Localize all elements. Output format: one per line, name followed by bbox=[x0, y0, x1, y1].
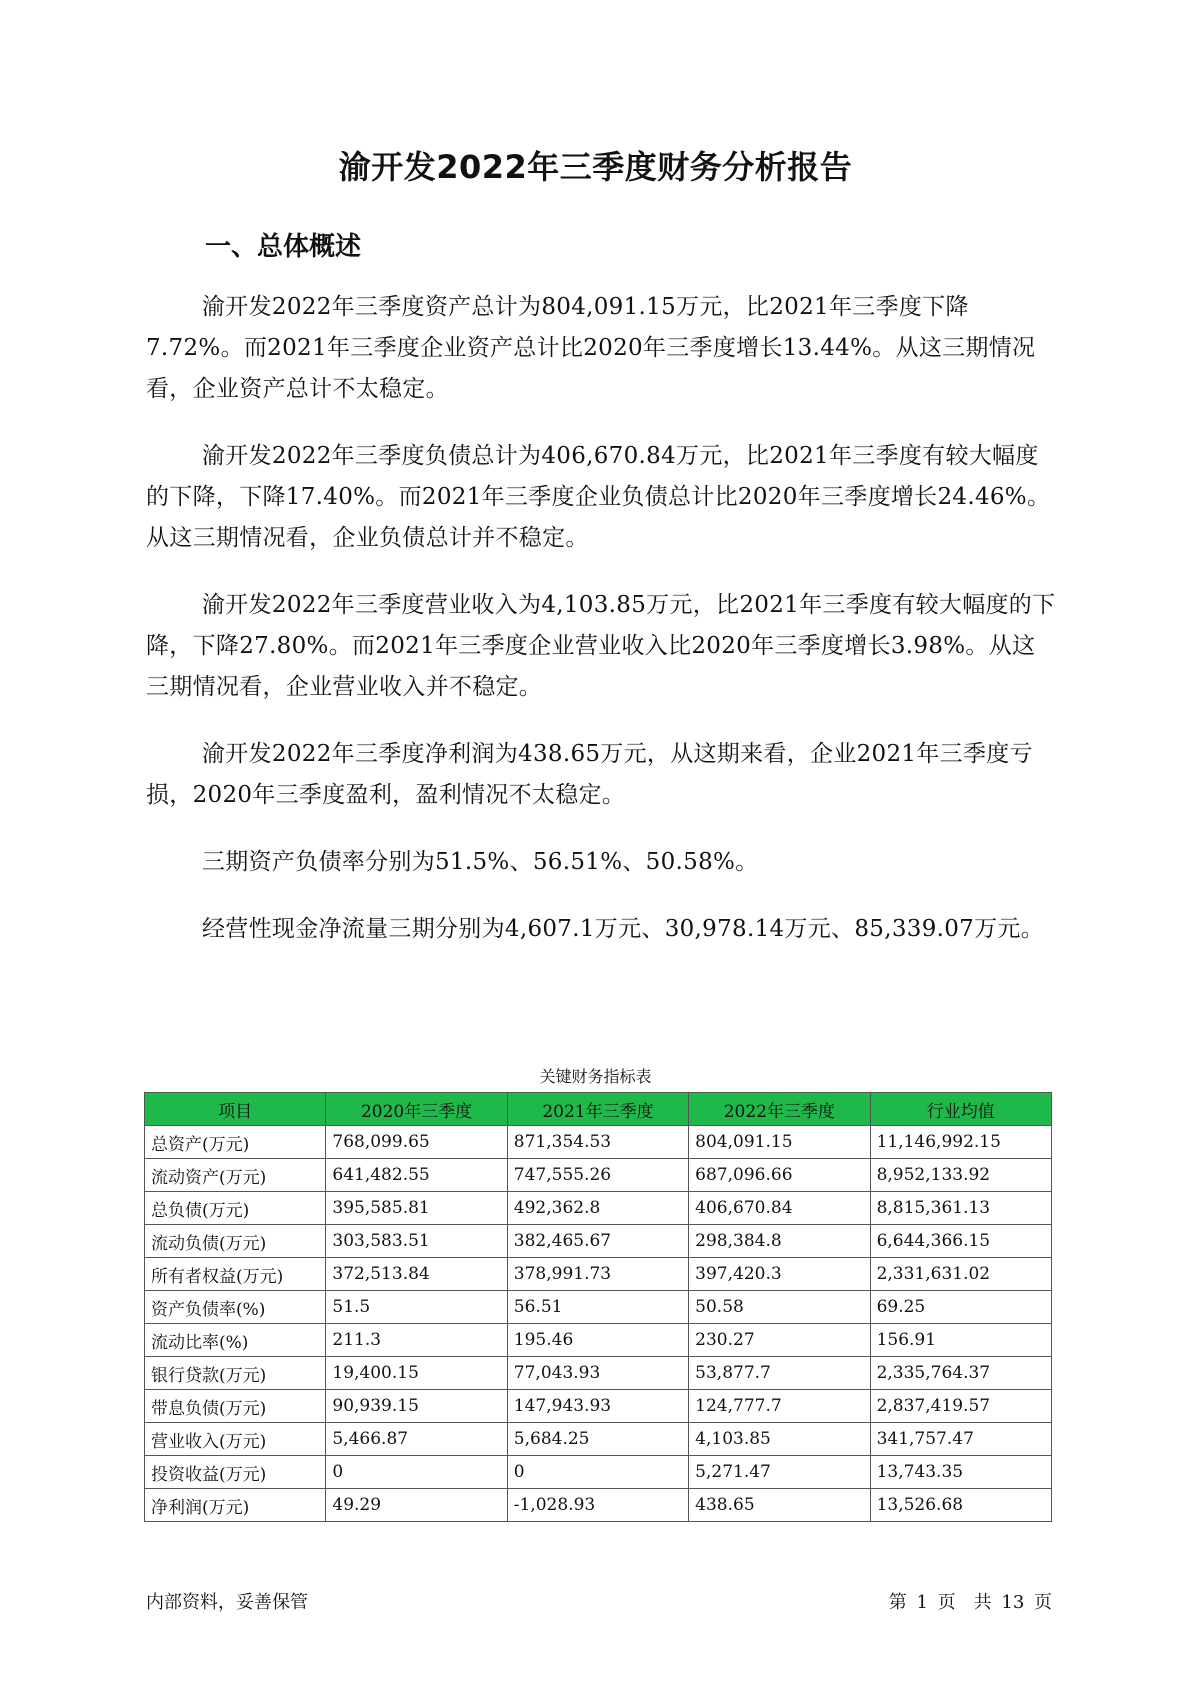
table-cell: 211.3 bbox=[326, 1324, 507, 1357]
table-row bbox=[145, 1192, 1052, 1225]
table-row bbox=[145, 1390, 1052, 1423]
table-cell: 50.58 bbox=[689, 1291, 870, 1324]
table-cell: 90,939.15 bbox=[326, 1390, 507, 1423]
table-cell: 投资收益(万元) bbox=[145, 1456, 326, 1489]
table-cell: 156.91 bbox=[870, 1324, 1051, 1357]
table-cell: 资产负债率(%) bbox=[145, 1291, 326, 1324]
table-header-row bbox=[145, 1093, 1052, 1126]
paragraph-liabilities: 渝开发2022年三季度负债总计为406,670.84万元，比2021年三季度有较大幅度的下降，下降17.40%。而2021年三季度企业负债总计比2020年三季度增长24.46%。从这三期情况看，企业负债总计并不稳定。 bbox=[146, 443, 1051, 551]
table-row bbox=[145, 1489, 1052, 1522]
footer-page-number: 第 1 页 共 13 页 bbox=[888, 1592, 1052, 1613]
table-cell: 总负债(万元) bbox=[145, 1192, 326, 1225]
table-cell: 13,743.35 bbox=[870, 1456, 1051, 1489]
table-caption: 关键财务指标表 bbox=[539, 1067, 652, 1086]
body-text bbox=[146, 287, 1058, 976]
header-2022-q3: 2022年三季度 bbox=[689, 1093, 870, 1126]
table-cell: 641,482.55 bbox=[326, 1159, 507, 1192]
header-2020-q3: 2020年三季度 bbox=[326, 1093, 507, 1126]
table-cell: 77,043.93 bbox=[507, 1357, 688, 1390]
table-cell: 397,420.3 bbox=[689, 1258, 870, 1291]
table-cell: 带息负债(万元) bbox=[145, 1390, 326, 1423]
table-cell: 56.51 bbox=[507, 1291, 688, 1324]
table-row bbox=[145, 1324, 1052, 1357]
table-row bbox=[145, 1126, 1052, 1159]
table-cell: 2,335,764.37 bbox=[870, 1357, 1051, 1390]
table-cell: 804,091.15 bbox=[689, 1126, 870, 1159]
table-cell: 5,271.47 bbox=[689, 1456, 870, 1489]
paragraph-net-profit: 渝开发2022年三季度净利润为438.65万元，从这期来看，企业2021年三季度亏损，2020年三季度盈利，盈利情况不太稳定。 bbox=[146, 741, 1033, 808]
table-row bbox=[145, 1291, 1052, 1324]
table-cell: 8,815,361.13 bbox=[870, 1192, 1051, 1225]
table-cell: 69.25 bbox=[870, 1291, 1051, 1324]
table-cell: 所有者权益(万元) bbox=[145, 1258, 326, 1291]
table-cell: 747,555.26 bbox=[507, 1159, 688, 1192]
table-row bbox=[145, 1258, 1052, 1291]
table-cell: 195.46 bbox=[507, 1324, 688, 1357]
table-cell: 147,943.93 bbox=[507, 1390, 688, 1423]
table-cell: 49.29 bbox=[326, 1489, 507, 1522]
table-row bbox=[145, 1159, 1052, 1192]
table-cell: 净利润(万元) bbox=[145, 1489, 326, 1522]
table-cell: 53,877.7 bbox=[689, 1357, 870, 1390]
table-cell: 378,991.73 bbox=[507, 1258, 688, 1291]
table-row bbox=[145, 1357, 1052, 1390]
table-cell: 406,670.84 bbox=[689, 1192, 870, 1225]
table-cell: 298,384.8 bbox=[689, 1225, 870, 1258]
paragraph-assets: 渝开发2022年三季度资产总计为804,091.15万元，比2021年三季度下降7.72%。而2021年三季度企业资产总计比2020年三季度增长13.44%。从这三期情况看，企业资产总计不太稳定。 bbox=[146, 294, 1036, 402]
table-cell: 2,837,419.57 bbox=[870, 1390, 1051, 1423]
table-cell: 流动比率(%) bbox=[145, 1324, 326, 1357]
table-cell: 341,757.47 bbox=[870, 1423, 1051, 1456]
table-cell: 438.65 bbox=[689, 1489, 870, 1522]
table-cell: 687,096.66 bbox=[689, 1159, 870, 1192]
table-cell: 2,331,631.02 bbox=[870, 1258, 1051, 1291]
table-cell: 768,099.65 bbox=[326, 1126, 507, 1159]
table-cell: 11,146,992.15 bbox=[870, 1126, 1051, 1159]
table-cell: 124,777.7 bbox=[689, 1390, 870, 1423]
table-row bbox=[145, 1225, 1052, 1258]
table-cell: 13,526.68 bbox=[870, 1489, 1051, 1522]
table-cell: 营业收入(万元) bbox=[145, 1423, 326, 1456]
table-row bbox=[145, 1423, 1052, 1456]
table-cell: 230.27 bbox=[689, 1324, 870, 1357]
table-cell: 492,362.8 bbox=[507, 1192, 688, 1225]
header-2021-q3: 2021年三季度 bbox=[507, 1093, 688, 1126]
paragraph-revenue: 渝开发2022年三季度营业收入为4,103.85万元，比2021年三季度有较大幅度的下降，下降27.80%。而2021年三季度企业营业收入比2020年三季度增长3.98%。从这三期情况看，企业营业收入并不稳定。 bbox=[146, 592, 1056, 700]
section-heading: 一、总体概述 bbox=[205, 232, 362, 262]
table-cell: 6,644,366.15 bbox=[870, 1225, 1051, 1258]
table-cell: 流动负债(万元) bbox=[145, 1225, 326, 1258]
table-cell: 372,513.84 bbox=[326, 1258, 507, 1291]
table-cell: 总资产(万元) bbox=[145, 1126, 326, 1159]
table-cell: 51.5 bbox=[326, 1291, 507, 1324]
table-cell: 5,466.87 bbox=[326, 1423, 507, 1456]
table-cell: 0 bbox=[326, 1456, 507, 1489]
footer-confidential-note: 内部资料，妥善保管 bbox=[146, 1592, 308, 1613]
key-financial-indicators-table bbox=[144, 1092, 1052, 1522]
table-cell: 0 bbox=[507, 1456, 688, 1489]
table-cell: 303,583.51 bbox=[326, 1225, 507, 1258]
table-cell: 19,400.15 bbox=[326, 1357, 507, 1390]
table-cell: 8,952,133.92 bbox=[870, 1159, 1051, 1192]
table-cell: 银行贷款(万元) bbox=[145, 1357, 326, 1390]
table-cell: 871,354.53 bbox=[507, 1126, 688, 1159]
document-title: 渝开发2022年三季度财务分析报告 bbox=[338, 148, 853, 186]
table-row bbox=[145, 1456, 1052, 1489]
header-item: 项目 bbox=[145, 1093, 326, 1126]
header-industry-average: 行业均值 bbox=[870, 1093, 1051, 1126]
table-cell: 5,684.25 bbox=[507, 1423, 688, 1456]
table-cell: 395,585.81 bbox=[326, 1192, 507, 1225]
table-cell: 流动资产(万元) bbox=[145, 1159, 326, 1192]
table-cell: -1,028.93 bbox=[507, 1489, 688, 1522]
paragraph-cash-flow: 经营性现金净流量三期分别为4,607.1万元、30,978.14万元、85,339.07万元。 bbox=[202, 916, 1044, 942]
table-cell: 4,103.85 bbox=[689, 1423, 870, 1456]
table-cell: 382,465.67 bbox=[507, 1225, 688, 1258]
paragraph-debt-ratio: 三期资产负债率分别为51.5%、56.51%、50.58%。 bbox=[202, 849, 759, 875]
